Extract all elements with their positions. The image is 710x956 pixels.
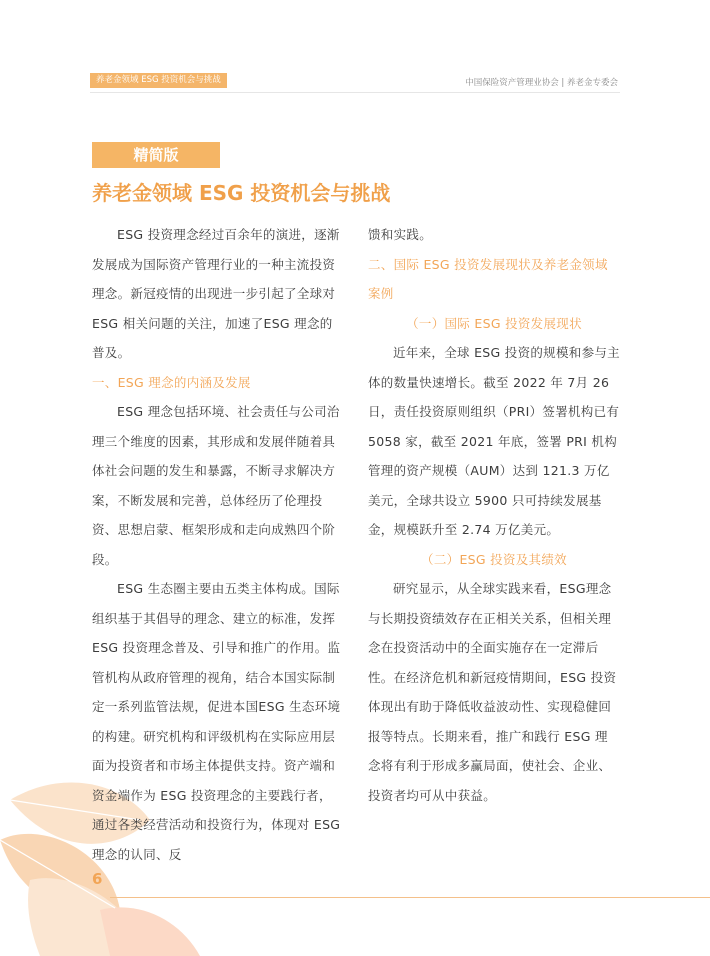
- right-column: [368, 220, 620, 810]
- body-paragraph: 近年来，全球 ESG 投资的规模和参与主体的数量快速增长。截至 2022 年 7月 26 日，责任投资原则组织（PRI）签署机构已有 5058 家，截至 2021 年底，签署 PRI 机构管理的资产规模（AUM）达到 121.3 万亿美元，全球共设立 5900 只可持续发展基金，规模跃升至 2.74 万亿美元。: [368, 345, 620, 537]
- continued-paragraph: 馈和实践。: [368, 227, 433, 242]
- subsection-heading-1: （一）国际 ESG 投资发展现状: [406, 315, 582, 331]
- body-paragraph: ESG 理念包括环境、社会责任与公司治理三个维度的因素，其形成和发展伴随着具体社会问题的发生和暴露，不断寻求解决方案，不断发展和完善，总体经历了伦理投资、思想启蒙、框架形成和走向成熟四个阶段。: [92, 404, 340, 567]
- subsection-heading-2: （二）ESG 投资及其绩效: [421, 551, 567, 567]
- page-title: 养老金领域 ESG 投资机会与挑战: [92, 181, 391, 205]
- left-column: [92, 220, 344, 869]
- section-heading-2: 二、国际 ESG 投资发展现状及养老金领域案例: [368, 256, 608, 301]
- header-publisher: 中国保险资产管理业协会 | 养老金专委会: [465, 78, 618, 88]
- header-divider: [90, 92, 620, 93]
- body-paragraph: 研究显示，从全球实践来看，ESG理念与长期投资绩效存在正相关关系，但相关理念在投资活动中的全面实施存在一定滞后性。在经济危机和新冠疫情期间，ESG 投资体现出有助于降低收益波动性、实现稳健回报等特点。长期来看，推广和践行 ESG 理念将有利于形成多赢局面，使社会、企业、投资者均可从中获益。: [368, 581, 617, 803]
- page-number: 6: [92, 870, 103, 888]
- section-heading-1: 一、ESG 理念的内涵及发展: [92, 374, 251, 390]
- intro-paragraph: ESG 投资理念经过百余年的演进，逐渐发展成为国际资产管理行业的一种主流投资理念。新冠疫情的出现进一步引起了全球对 ESG 相关问题的关注，加速了ESG 理念的普及。: [92, 227, 340, 360]
- footer-divider: [110, 897, 710, 898]
- edition-badge: 精简版: [92, 142, 220, 168]
- body-paragraph: ESG 生态圈主要由五类主体构成。国际组织基于其倡导的理念、建立的标准，发挥 ESG 投资理念普及、引导和推广的作用。监管机构从政府管理的视角，结合本国实际制定一系列监管法规，促进本国ESG 生态环境的构建。研究机构和评级机构在实际应用层面为投资者和市场主体提供支持。资产端和资金端作为 ESG 投资理念的主要践行者，通过各类经营活动和投资行为，体现对 ESG 理念的认同、反: [92, 581, 341, 862]
- header-section-tag: 养老金领域 ESG 投资机会与挑战: [90, 73, 227, 88]
